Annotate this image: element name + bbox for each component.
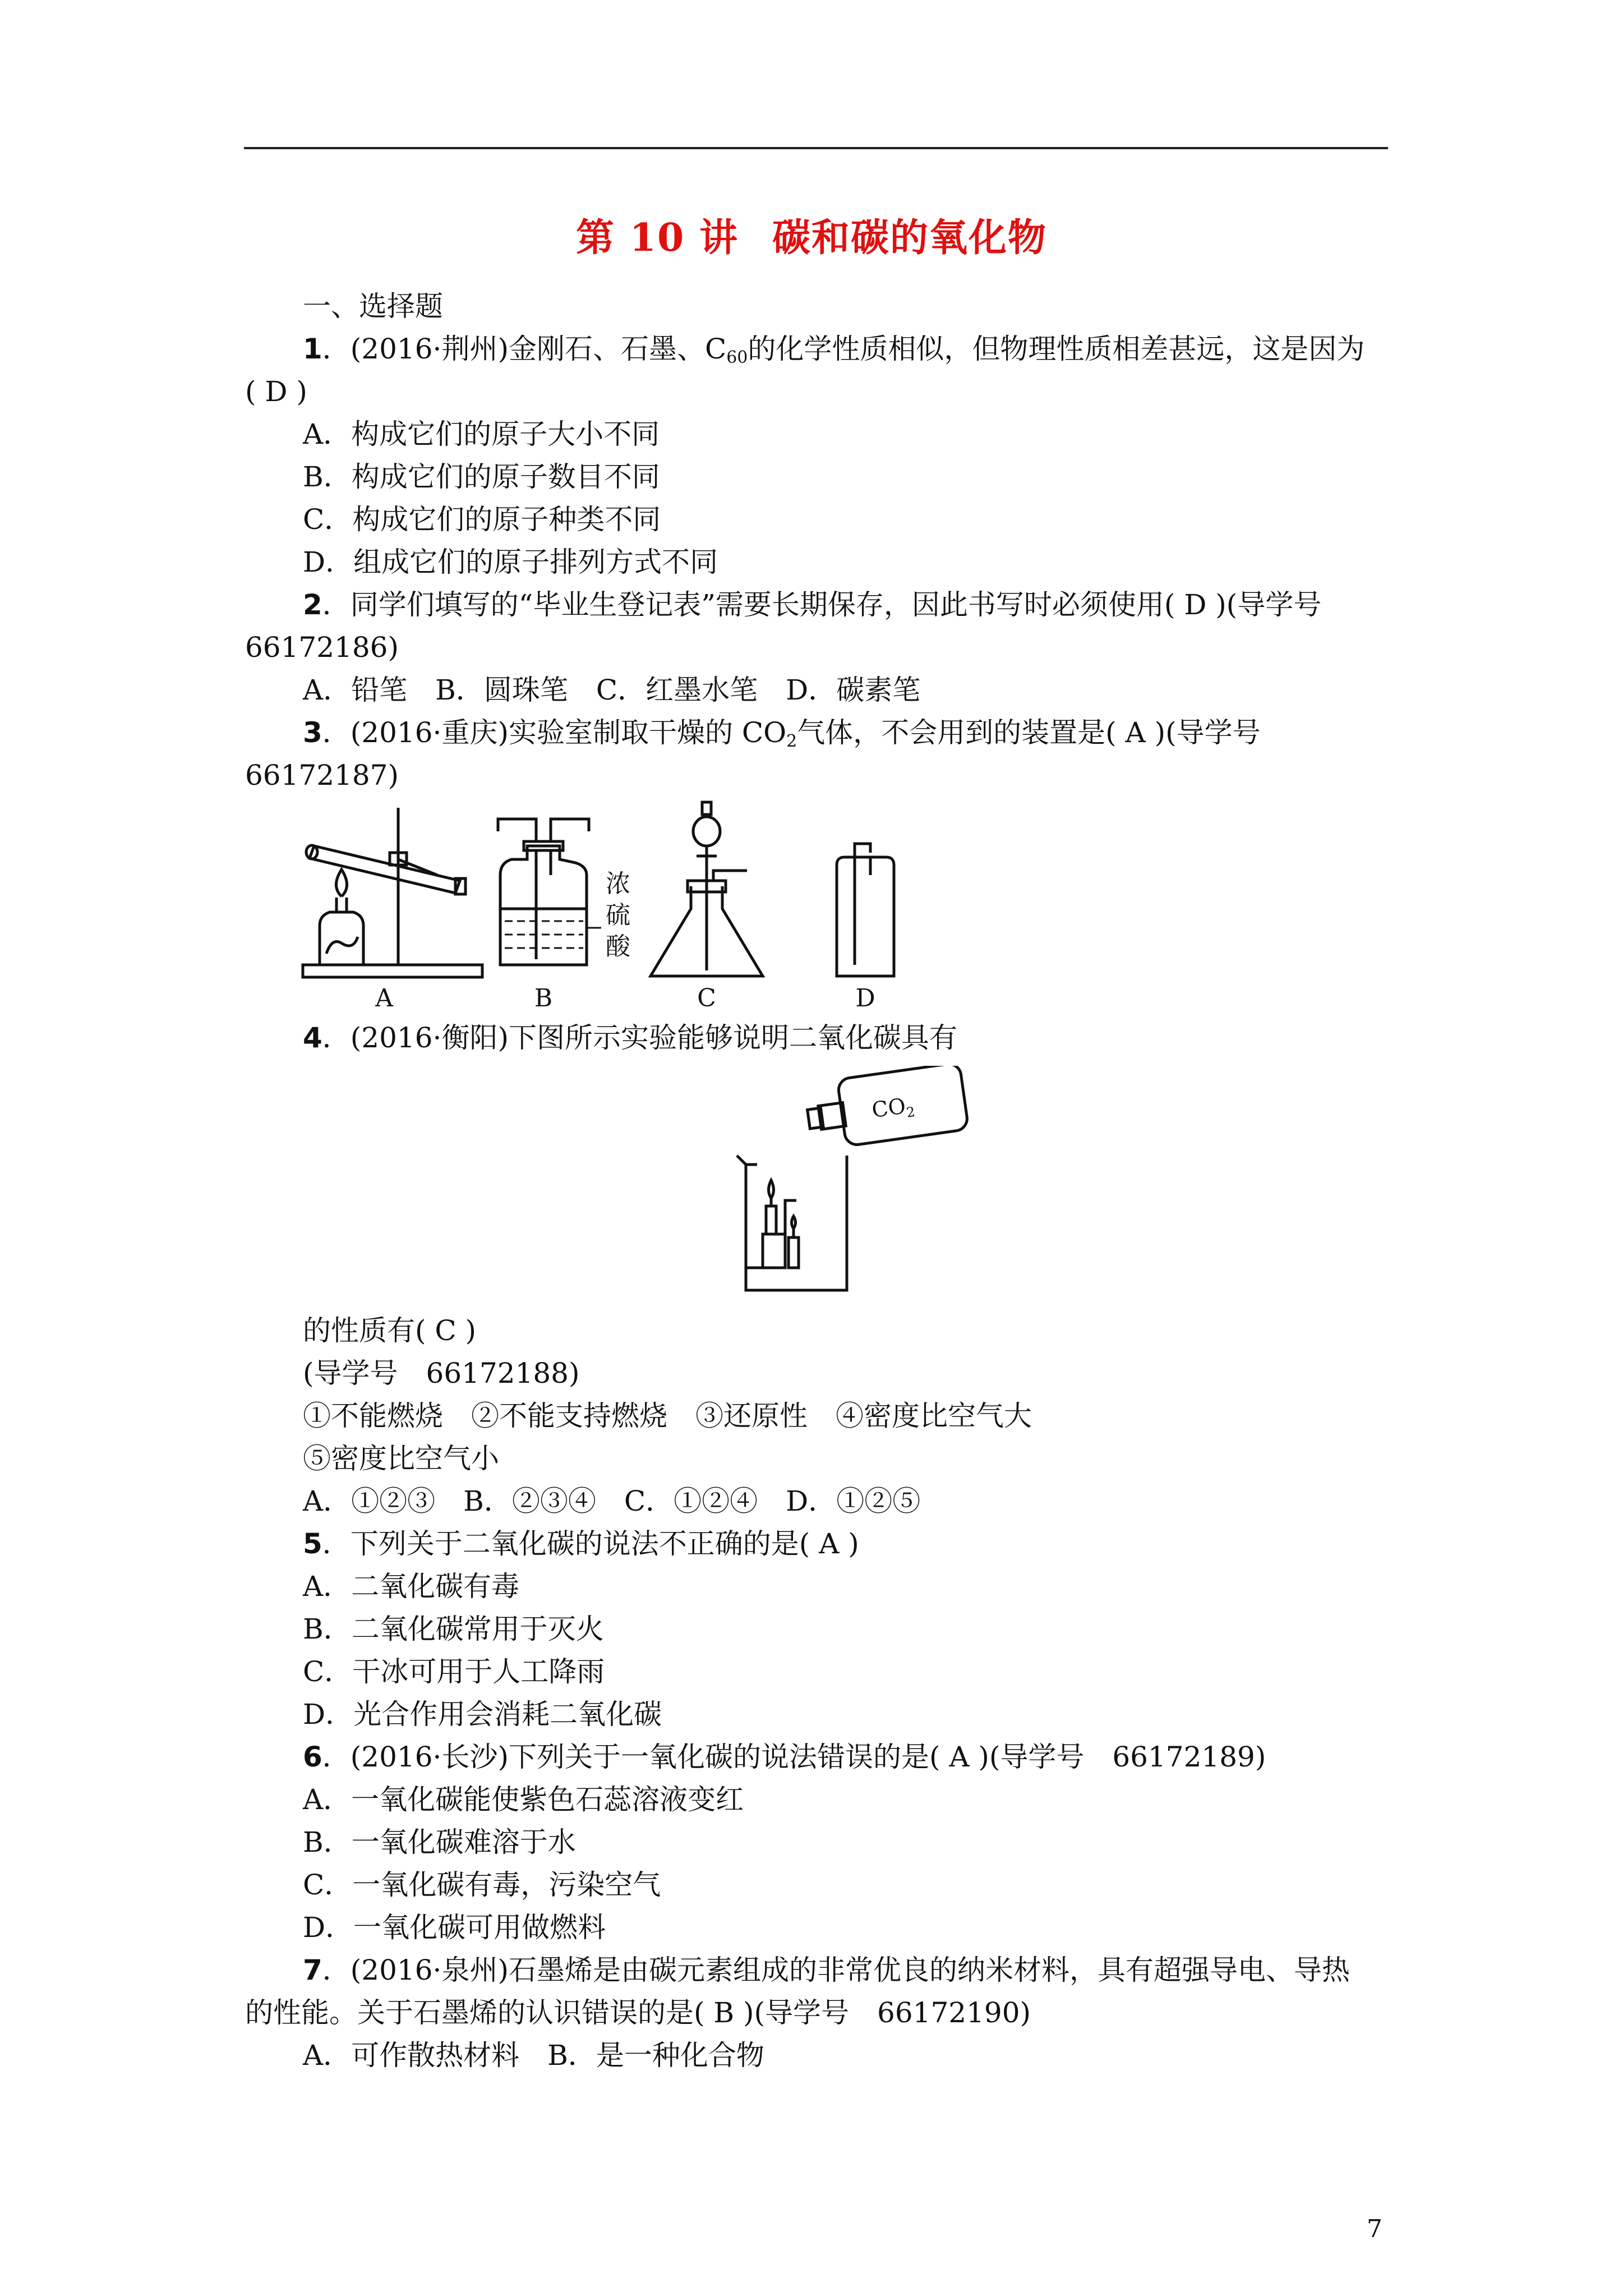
question-number: 4 <box>303 1022 322 1054</box>
statements-line: ⑤密度比空气小 <box>303 1442 499 1475</box>
question-6: 6．(2016·长沙)下列关于一氧化碳的说法错误的是( A )(导学号 66172189) <box>303 1741 1266 1773</box>
options-line: A．可作散热材料 B．是一种化合物 <box>303 2039 764 2072</box>
question-1: 1．(2016·荆州)金刚石、石墨、$C_{60}$的化学性质相似，但物理性质相差甚远，这是因为 <box>303 333 1365 367</box>
apparatus-a <box>303 808 482 977</box>
question-number: 5 <box>303 1527 322 1560</box>
candles <box>766 1180 799 1268</box>
page-number: 7 <box>1367 2215 1382 2243</box>
option-b: B．构成它们的原子数目不同 <box>303 461 660 493</box>
question-7-continued: 的性能。关于石墨烯的认识错误的是( B )(导学号 66172190) <box>245 1996 1031 2029</box>
option-c: C．干冰可用于人工降雨 <box>303 1655 605 1688</box>
apparatus-figure <box>292 797 965 1015</box>
option-a: A．一氧化碳能使紫色石蕊溶液变红 <box>303 1783 744 1816</box>
apparatus-b <box>498 819 601 965</box>
lecture-number: 第 10 讲 <box>576 215 739 260</box>
statements-line: ①不能燃烧 ②不能支持燃烧 ③还原性 ④密度比空气大 <box>303 1400 1032 1432</box>
apparatus-d <box>837 844 894 976</box>
guide-number: (导学号 66172188) <box>303 1357 580 1389</box>
label-a: A <box>375 984 393 1013</box>
question-3: 3．(2016·重庆)实验室制取干燥的 $CO_2$气体，不会用到的装置是( A )(导学号 <box>303 716 1261 751</box>
question-5: 5．下列关于二氧化碳的说法不正确的是( A ) <box>303 1527 859 1560</box>
question-7: 7．(2016·泉州)石墨烯是由碳元素组成的非常优良的纳米材料，具有超强导电、导热 <box>303 1954 1350 1986</box>
label-b: B <box>534 984 553 1013</box>
option-d: D．一氧化碳可用做燃料 <box>303 1911 606 1944</box>
option-b: B．一氧化碳难溶于水 <box>303 1826 576 1858</box>
acid-label-2: 硫 <box>606 901 630 930</box>
options-line: A．铅笔 B．圆珠笔 C．红墨水笔 D．碳素笔 <box>303 674 921 706</box>
question-4-answer: 的性质有( C ) <box>303 1314 477 1347</box>
acid-label-3: 酸 <box>606 932 630 961</box>
option-d: D．光合作用会消耗二氧化碳 <box>303 1698 662 1731</box>
label-d: D <box>855 984 875 1013</box>
options-line: A．①②③ B．②③④ C．①②④ D．①②⑤ <box>303 1485 921 1517</box>
question-number: 2 <box>303 588 322 621</box>
question-number: 1 <box>303 333 322 365</box>
question-number: 6 <box>303 1741 322 1773</box>
apparatus-c <box>651 802 763 976</box>
question-number: 3 <box>303 716 322 749</box>
header-rule <box>244 147 1388 149</box>
question-number: 7 <box>303 1954 322 1986</box>
question-1-answer: ( D ) <box>245 375 307 408</box>
option-a: A．二氧化碳有毒 <box>303 1570 520 1603</box>
question-2: 2．同学们填写的“毕业生登记表”需要长期保存，因此书写时必须使用( D )(导学号 <box>303 588 1322 621</box>
option-a: A．构成它们的原子大小不同 <box>303 418 660 450</box>
guide-number: 66172186) <box>245 631 399 664</box>
option-d: D．组成它们的原子排列方式不同 <box>303 546 718 578</box>
co2-experiment-figure <box>729 1066 987 1301</box>
option-c: C．一氧化碳有毒，污染空气 <box>303 1869 661 1901</box>
section-heading: 一、选择题 <box>303 290 443 323</box>
guide-number: 66172187) <box>245 759 399 792</box>
page-title <box>0 208 1623 262</box>
option-b: B．二氧化碳常用于灭火 <box>303 1613 604 1645</box>
option-c: C．构成它们的原子种类不同 <box>303 503 661 536</box>
question-4: 4．(2016·衡阳)下图所示实验能够说明二氧化碳具有 <box>303 1022 957 1054</box>
acid-label-1: 浓 <box>606 869 630 898</box>
co2-label: $CO_2$ <box>870 1093 916 1123</box>
label-c: C <box>697 984 716 1013</box>
lecture-topic: 碳和碳的氧化物 <box>772 215 1047 260</box>
